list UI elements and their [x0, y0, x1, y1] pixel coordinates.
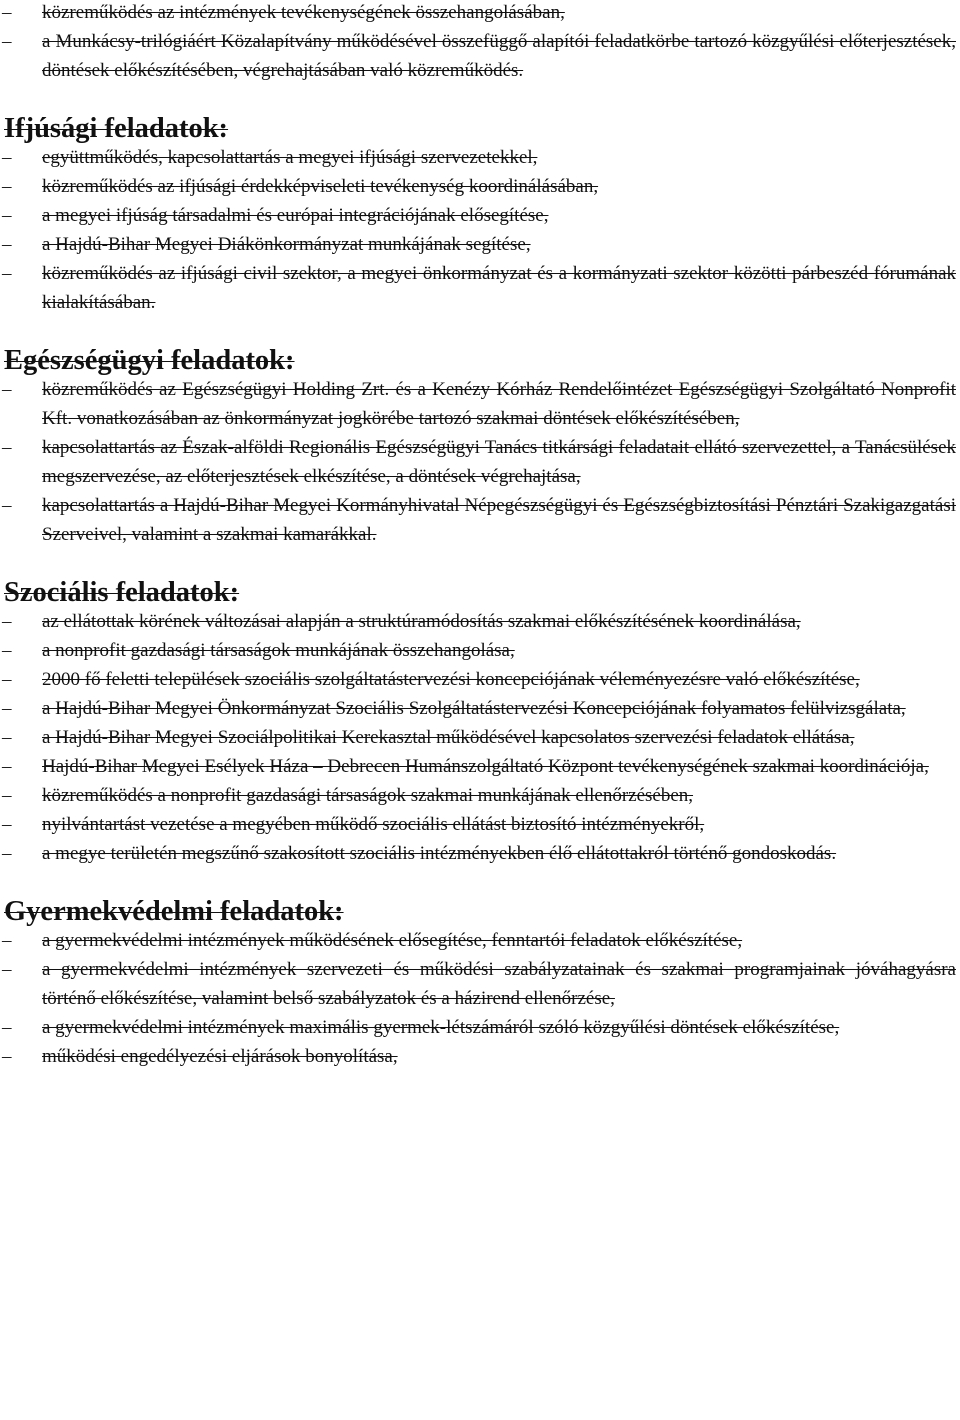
list-item [0, 375, 960, 433]
list-item-text: közreműködés az ifjúsági érdekképviseleti tevékenység koordinálásában, [42, 176, 599, 197]
list-item [0, 781, 960, 810]
list-item [0, 752, 960, 781]
list-item [0, 491, 960, 549]
dash-bullet: – [2, 727, 12, 748]
list-item [0, 172, 960, 201]
list-item-text: az ellátottak körének változásai alapján a struktúramódosítás szakmai előkészítésének koordinálása, [42, 611, 801, 632]
list-item [0, 839, 960, 868]
list-item [0, 1042, 960, 1071]
dash-bullet: – [2, 147, 12, 168]
list-item-text: együttműködés, kapcsolattartás a megyei ifjúsági szervezetekkel, [42, 147, 538, 168]
list-item-text: nyilvántartást vezetése a megyében működő szociális ellátást biztosító intézményekről, [42, 814, 705, 835]
list-item [0, 636, 960, 665]
list-item [0, 926, 960, 955]
list-item-text: a Munkácsy-trilógiáért Közalapítvány működésével összefüggő alapítói feladatkörbe tartozó közgyűlési előterjesztések, döntések előkészítésében, végrehajtásában való közreműködés. [42, 31, 956, 81]
list-item [0, 433, 960, 491]
dash-bullet: – [2, 785, 12, 806]
dash-bullet: – [2, 2, 12, 23]
list-item-text: a nonprofit gazdasági társaságok munkájának összehangolása, [42, 640, 515, 661]
section-spacer [0, 868, 960, 897]
list-item-text: a megyei ifjúság társadalmi és európai integrációjának elősegítése, [42, 205, 549, 226]
section-egeszsegugyi [0, 346, 960, 549]
list-item-text: működési engedélyezési eljárások bonyolítása, [42, 1046, 398, 1067]
list-item [0, 259, 960, 317]
section-heading: Szociális feladatok: [4, 577, 240, 608]
dash-bullet: – [2, 843, 12, 864]
dash-bullet: – [2, 1017, 12, 1038]
list-item [0, 1013, 960, 1042]
dash-bullet: – [2, 814, 12, 835]
dash-bullet: – [2, 205, 12, 226]
dash-bullet: – [2, 959, 12, 980]
list-item [0, 665, 960, 694]
dash-bullet: – [2, 263, 12, 284]
list-item-text: a Hajdú-Bihar Megyei Önkormányzat Szociális Szolgáltatástervezési Koncepciójának folyamatos felülvizsgálata, [42, 698, 906, 719]
section-spacer [0, 549, 960, 578]
list-item-text: kapcsolattartás az Észak-alföldi Regionális Egészségügyi Tanács titkársági feladatait ellátó szervezettel, a Tanácsülések megszervezése, az előterjesztések elkészítése, a döntések végrehajtása, [42, 437, 956, 487]
section-heading: Ifjúsági feladatok: [4, 113, 229, 144]
section-list [0, 375, 960, 549]
list-item-text: közreműködés az Egészségügyi Holding Zrt. és a Kenézy Kórház Rendelőintézet Egészségügyi Szolgáltató Nonprofit Kft. vonatkozásában az önkormányzat jogkörébe tartozó szakmai döntések előkészítésében, [42, 379, 956, 429]
dash-bullet: – [2, 495, 12, 516]
section-spacer [0, 85, 960, 114]
list-item-text: a Hajdú-Bihar Megyei Szociálpolitikai Kerekasztal működésével kapcsolatos szervezési feladatok ellátása, [42, 727, 855, 748]
dash-bullet: – [2, 756, 12, 777]
list-item-text: a megye területén megszűnő szakosított szociális intézményekben élő ellátottakról történő gondoskodás. [42, 843, 837, 864]
list-item-text: a gyermekvédelmi intézmények működésének elősegítése, fenntartói feladatok előkészítése, [42, 930, 743, 951]
section-szocialis [0, 578, 960, 868]
list-item-text: 2000 fő feletti települések szociális szolgáltatástervezési koncepciójának véleményezésre való előkészítése, [42, 669, 860, 690]
dash-bullet: – [2, 611, 12, 632]
list-item [0, 723, 960, 752]
list-item-text: közreműködés a nonprofit gazdasági társaságok szakmai munkájának ellenőrzésében, [42, 785, 694, 806]
dash-bullet: – [2, 437, 12, 458]
list-item [0, 694, 960, 723]
section-list [0, 607, 960, 868]
list-item [0, 27, 960, 85]
section-spacer [0, 317, 960, 346]
list-item [0, 201, 960, 230]
list-item [0, 0, 960, 27]
list-item [0, 607, 960, 636]
section-gyermekvedelmi [0, 897, 960, 1071]
list-item-text: közreműködés az ifjúsági civil szektor, a megyei önkormányzat és a kormányzati szektor közötti párbeszéd fórumának kialakításában. [42, 263, 956, 313]
dash-bullet: – [2, 379, 12, 400]
list-item [0, 955, 960, 1013]
list-item-text: Hajdú-Bihar Megyei Esélyek Háza – Debrecen Humánszolgáltató Központ tevékenységének szakmai koordinációja, [42, 756, 929, 777]
section-heading: Egészségügyi feladatok: [4, 345, 295, 376]
dash-bullet: – [2, 176, 12, 197]
dash-bullet: – [2, 234, 12, 255]
dash-bullet: – [2, 1046, 12, 1067]
list-item-text: közreműködés az intézmények tevékenységének összehangolásában, [42, 2, 565, 23]
list-item-text: a Hajdú-Bihar Megyei Diákönkormányzat munkájának segítése, [42, 234, 531, 255]
section-ifjusagi [0, 114, 960, 317]
list-item-text: kapcsolattartás a Hajdú-Bihar Megyei Kormányhivatal Népegészségügyi és Egészségbiztosítási Pénztári Szakigazgatási Szerveivel, valamint a szakmai kamarákkal. [42, 495, 956, 545]
list-item [0, 230, 960, 259]
intro-list [0, 0, 960, 85]
dash-bullet: – [2, 930, 12, 951]
section-heading: Gyermekvédelmi feladatok: [4, 896, 344, 927]
section-list [0, 143, 960, 317]
list-item-text: a gyermekvédelmi intézmények szervezeti és működési szabályzatainak és szakmai programjainak jóváhagyásra történő előkészítése, valamint belső szabályzatok és a házirend ellenőrzése, [42, 959, 956, 1009]
list-item [0, 810, 960, 839]
section-list [0, 926, 960, 1071]
dash-bullet: – [2, 31, 12, 52]
dash-bullet: – [2, 698, 12, 719]
dash-bullet: – [2, 669, 12, 690]
list-item [0, 143, 960, 172]
dash-bullet: – [2, 640, 12, 661]
list-item-text: a gyermekvédelmi intézmények maximális gyermek-létszámáról szóló közgyűlési döntések előkészítése, [42, 1017, 840, 1038]
